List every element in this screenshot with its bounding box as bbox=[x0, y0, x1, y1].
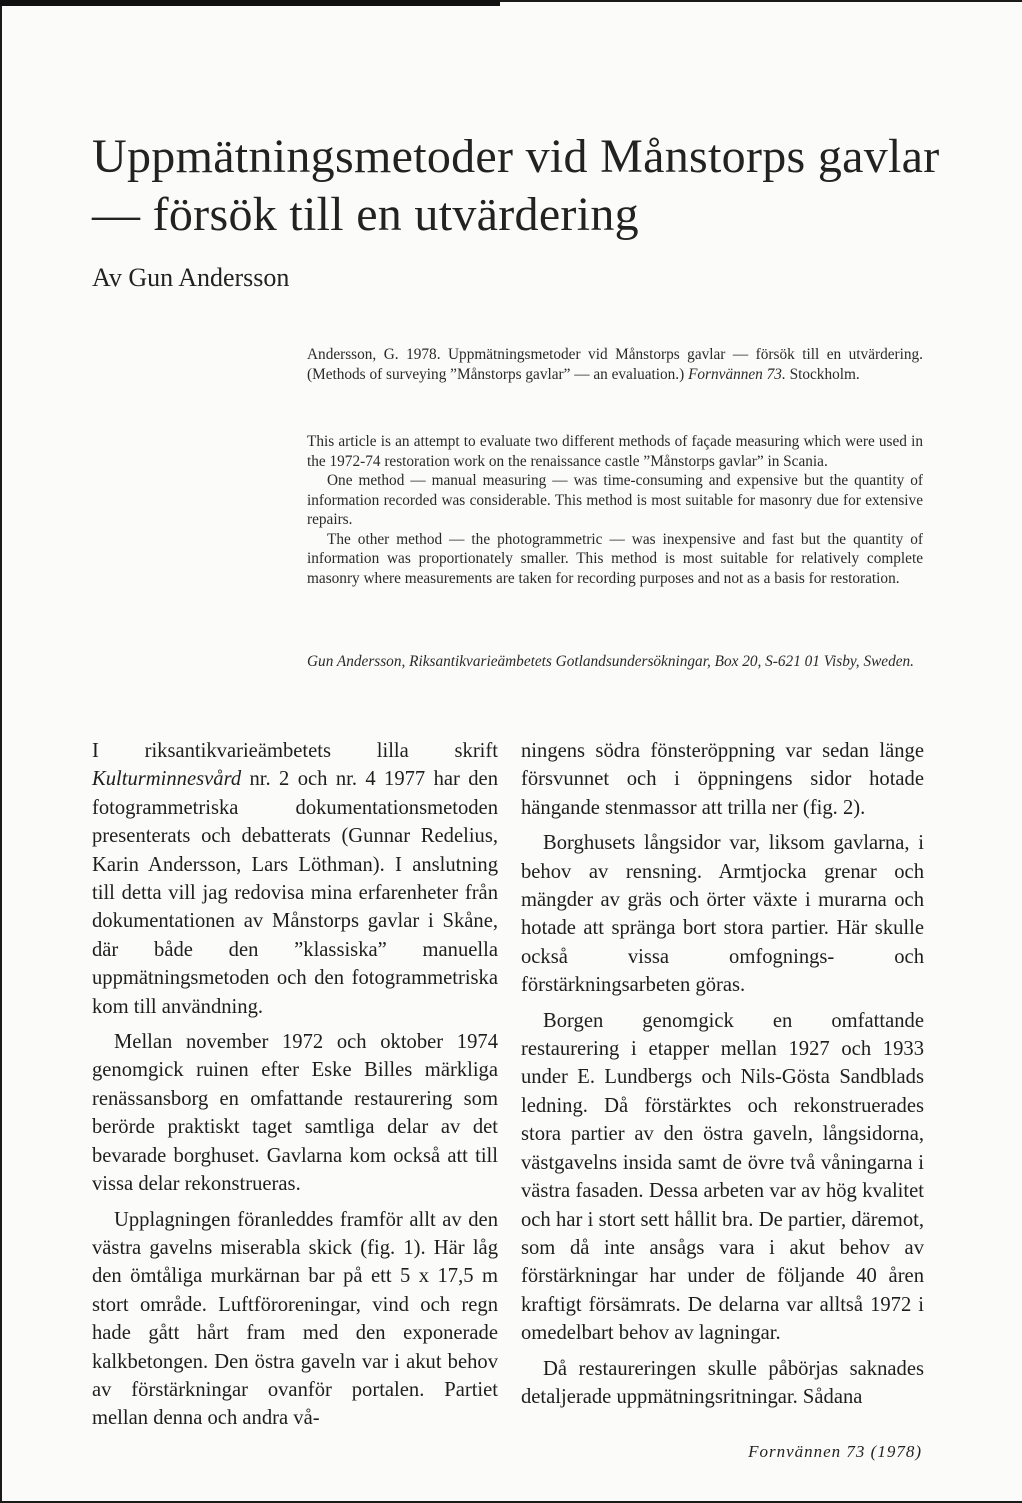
summary-paragraph: This article is an attempt to evaluate two different methods of façade measuring which were used in the 1972-74 restoration work on the renaissance castle ”Månstorps gavlar” in Scania. bbox=[307, 433, 923, 470]
english-summary bbox=[307, 432, 923, 588]
body-text: I riksantikvarieämbetets lilla skrift bbox=[92, 740, 498, 762]
body-paragraph: Borghusets långsidor var, liksom gavlarna, i behov av rensning. Armtjocka grenar och mängder av gräs och örter växte i murarna och hotade att spränga bort stora partier. Här skulle också vissa omfognings- och förstärkningsarbeten göras. bbox=[521, 832, 924, 997]
body-text: nr. 2 och nr. 4 1977 har den fotogrammetriska dokumentationsmetoden presenterats och debatterats (Gunnar Redelius, Karin Andersson, Lars Löthman). I anslutning till detta vill jag redovisa mina erfarenheter från dokumentationen av Månstorps gavlar i Skåne, där både den ”klassiska” manuella uppmätningsmetoden och den fotogrammetriska kom till användning. bbox=[92, 768, 498, 1018]
body-paragraph: ningens södra fönsteröppning var sedan länge försvunnet och i öppningens sidor hotade hängande stenmassor att trilla ner (fig. 2). bbox=[521, 740, 924, 819]
citation-place: Stockholm. bbox=[789, 365, 860, 383]
citation-journal: Fornvännen 73. bbox=[688, 365, 786, 383]
summary-paragraph: One method — manual measuring — was time-consuming and expensive but the quantity of information recorded was considerable. This method is most suitable for masonry due for extensive repairs. bbox=[307, 472, 923, 528]
author-address: Gun Andersson, Riksantikvarieämbetets Gotlandsundersökningar, Box 20, S-621 01 Visby, Sweden. bbox=[307, 653, 914, 670]
body-paragraph: Upplagningen föranleddes framför allt av den västra gavelns miserabla skick (fig. 1). Här låg den ömtåliga murkärnan bar på ett 5 x 17,5 m stort område. Luftföroreningar, vind och regn hade gått hårt fram med den exponerade kalkbetongen. Den östra gaveln var i akut behov av förstärkningar ovanför portalen. Partiet mellan denna och andra vå- bbox=[92, 1208, 498, 1430]
citation-text: Andersson, G. 1978. Uppmätningsmetoder vid Månstorps gavlar — försök till en utvärdering. (Methods of surveying ”Månstorps gavlar” — an evaluation.) bbox=[307, 346, 923, 383]
body-column-left bbox=[92, 737, 498, 1440]
scan-edge-bar bbox=[0, 0, 500, 6]
article-title bbox=[92, 128, 940, 244]
author-byline: Av Gun Andersson bbox=[92, 263, 290, 292]
body-paragraph bbox=[92, 737, 498, 1021]
publication-title: Kulturminnesvård bbox=[92, 768, 242, 791]
body-paragraph: Mellan november 1972 och oktober 1974 genomgick ruinen efter Eske Billes märkliga renässansborg en omfattande restaurering som berörde praktiskt taget samtliga delar av det bevarade borghuset. Gavlarna kom också att till vissa delar rekonstrueras. bbox=[92, 1031, 498, 1196]
title-line-1: Uppmätningsmetoder vid Månstorps gavlar bbox=[92, 130, 940, 183]
body-paragraph: Då restaureringen skulle påbörjas saknades detaljerade uppmätningsritningar. Sådana bbox=[521, 1357, 924, 1408]
title-line-2: — försök till en utvärdering bbox=[92, 188, 639, 241]
citation bbox=[307, 345, 923, 384]
body-paragraph: Borgen genomgick en omfattande restaurering i etapper mellan 1927 och 1933 under E. Lundbergs och Nils-Gösta Sandblads ledning. Då förstärktes och rekonstruerades stora partier av den östra gaveln, långsidorna, västgavelns insida samt de övre två våningarna i västra fasaden. Dessa arbeten var av hög kvalitet och har i stort sett hållit bra. De partier, däremot, som då inte ansågs vara i akut behov av förstärkningar har under de följande 40 åren kraftigt försämrats. De delarna var alltså 1972 i omedelbart behov av lagningar. bbox=[521, 1009, 924, 1345]
journal-footer: Fornvännen 73 (1978) bbox=[748, 1442, 922, 1461]
summary-paragraph: The other method — the photogrammetric — was inexpensive and fast but the quantity of information was proportionately smaller. This method is most suitable for relatively complete masonry where measurements are taken for recording purposes and not as a basis for restoration. bbox=[307, 530, 923, 587]
body-column-right bbox=[521, 737, 924, 1418]
